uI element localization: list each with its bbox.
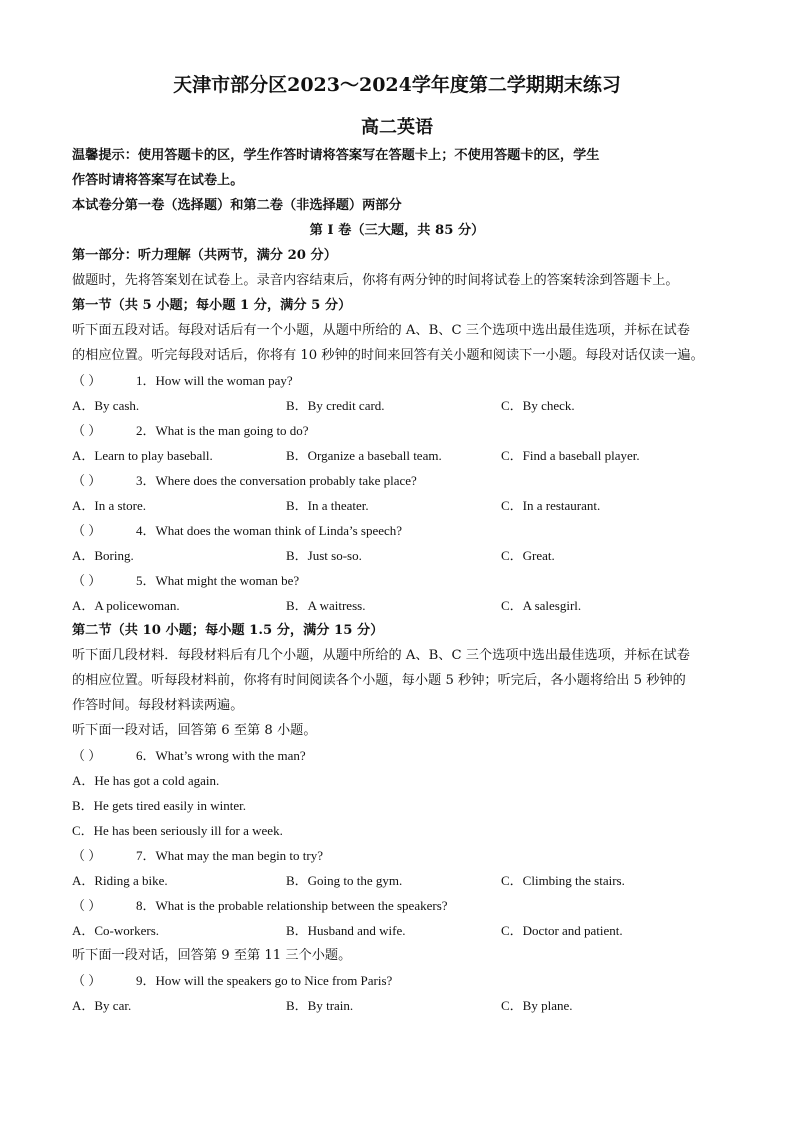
q5-option-b: B．A waitress. [286,598,366,613]
q5-option-a: A．A policewoman. [72,598,180,613]
question-3: （ ） 3．Where does the conversation probably take place? [72,471,417,491]
question-7: （ ） 7．What may the man begin to try? [72,846,323,866]
answer-blank[interactable]: （ ） [72,473,102,488]
q8-option-b: B．Husband and wife. [286,923,406,938]
question-9: （ ） 9．How will the speakers go to Nice from Paris? [72,971,392,991]
section2-instruction-1: 听下面几段材料．每段材料后有几个小题，从题中所给的 A、B、C 三个选项中选出最佳选项，并标在试卷 [72,648,690,663]
tip-line-1: 温馨提示：使用答题卡的区，学生作答时请将答案写在答题卡上；不使用答题卡的区，学生 [72,148,600,163]
answer-blank[interactable]: （ ） [72,848,102,863]
q2-option-a: A．Learn to play baseball. [72,448,213,463]
question-2: （ ） 2．What is the man going to do? [72,421,309,441]
answer-blank[interactable]: （ ） [72,898,102,913]
q5-option-c: C．A salesgirl. [501,598,582,613]
q9-option-a: A．By car. [72,998,132,1013]
exam-title: 天津市部分区2023～2024学年度第二学期期末练习 [173,74,621,96]
q2-option-b: B．Organize a baseball team. [286,448,442,463]
answer-blank[interactable]: （ ） [72,523,102,538]
section2-instruction-2: 的相应位置。听每段材料前，你将有时间阅读各个小题，每小题 5 秒钟；听完后，各小题将给出 5 秒钟的 [72,673,686,688]
answer-blank[interactable]: （ ） [72,423,102,438]
volume-heading: 第 I 卷（三大题，共 85 分） [309,223,485,238]
q6-option-a: A．He has got a cold again. [72,773,220,788]
part1-note: 做题时，先将答案划在试卷上。录音内容结束后，你将有两分钟的时间将试卷上的答案转涂到答题卡上。 [72,273,679,288]
section1-instruction-2: 的相应位置。听完每段对话后，你将有 10 秒钟的时间来回答有关小题和阅读下一小题。每段对话仅读一遍。 [72,348,704,363]
exam-subtitle: 高二英语 [361,117,433,138]
q4-option-b: B．Just so-so. [286,548,362,563]
section1-instruction-1: 听下面五段对话。每段对话后有一个小题，从题中所给的 A、B、C 三个选项中选出最佳选项，并标在试卷 [72,323,690,338]
q3-option-c: C．In a restaurant. [501,498,601,513]
structure-note: 本试卷分第一卷（选择题）和第二卷（非选择题）两部分 [72,198,402,213]
q6-option-c: C．He has been seriously ill for a week. [72,823,283,838]
dialog1-intro: 听下面一段对话，回答第 6 至第 8 小题。 [72,723,317,738]
question-5: （ ） 5．What might the woman be? [72,571,299,591]
q4-option-c: C．Great. [501,548,555,563]
q6-option-b: B．He gets tired easily in winter. [72,798,247,813]
question-1: （ ） 1．How will the woman pay? [72,371,293,391]
answer-blank[interactable]: （ ） [72,573,102,588]
q9-option-b: B．By train. [286,998,354,1013]
tip-line-2: 作答时请将答案写在试卷上。 [72,173,244,188]
q7-option-a: A．Riding a bike. [72,873,168,888]
question-4: （ ） 4．What does the woman think of Linda’s speech? [72,521,402,541]
q1-option-c: C．By check. [501,398,575,413]
answer-blank[interactable]: （ ） [72,973,102,988]
q9-option-c: C．By plane. [501,998,573,1013]
q2-option-c: C．Find a baseball player. [501,448,640,463]
section2-heading: 第二节（共 10 小题；每小题 1.5 分，满分 15 分） [72,623,384,638]
q8-option-c: C．Doctor and patient. [501,923,623,938]
q3-option-b: B．In a theater. [286,498,369,513]
q1-option-b: B．By credit card. [286,398,385,413]
question-8: （ ） 8．What is the probable relationship between the speakers? [72,896,448,916]
question-6: （ ） 6．What’s wrong with the man? [72,746,306,766]
q3-option-a: A．In a store. [72,498,147,513]
q7-option-c: C．Climbing the stairs. [501,873,625,888]
answer-blank[interactable]: （ ） [72,373,102,388]
q7-option-b: B．Going to the gym. [286,873,403,888]
part1-heading: 第一部分：听力理解（共两节，满分 20 分） [72,248,337,263]
q1-option-a: A．By cash. [72,398,140,413]
answer-blank[interactable]: （ ） [72,748,102,763]
section2-instruction-3: 作答时间。每段材料读两遍。 [72,698,244,713]
q8-option-a: A．Co-workers. [72,923,160,938]
section1-heading: 第一节（共 5 小题；每小题 1 分，满分 5 分） [72,298,352,313]
dialog2-intro: 听下面一段对话，回答第 9 至第 11 三个小题。 [72,948,352,963]
q4-option-a: A．Boring. [72,548,134,563]
